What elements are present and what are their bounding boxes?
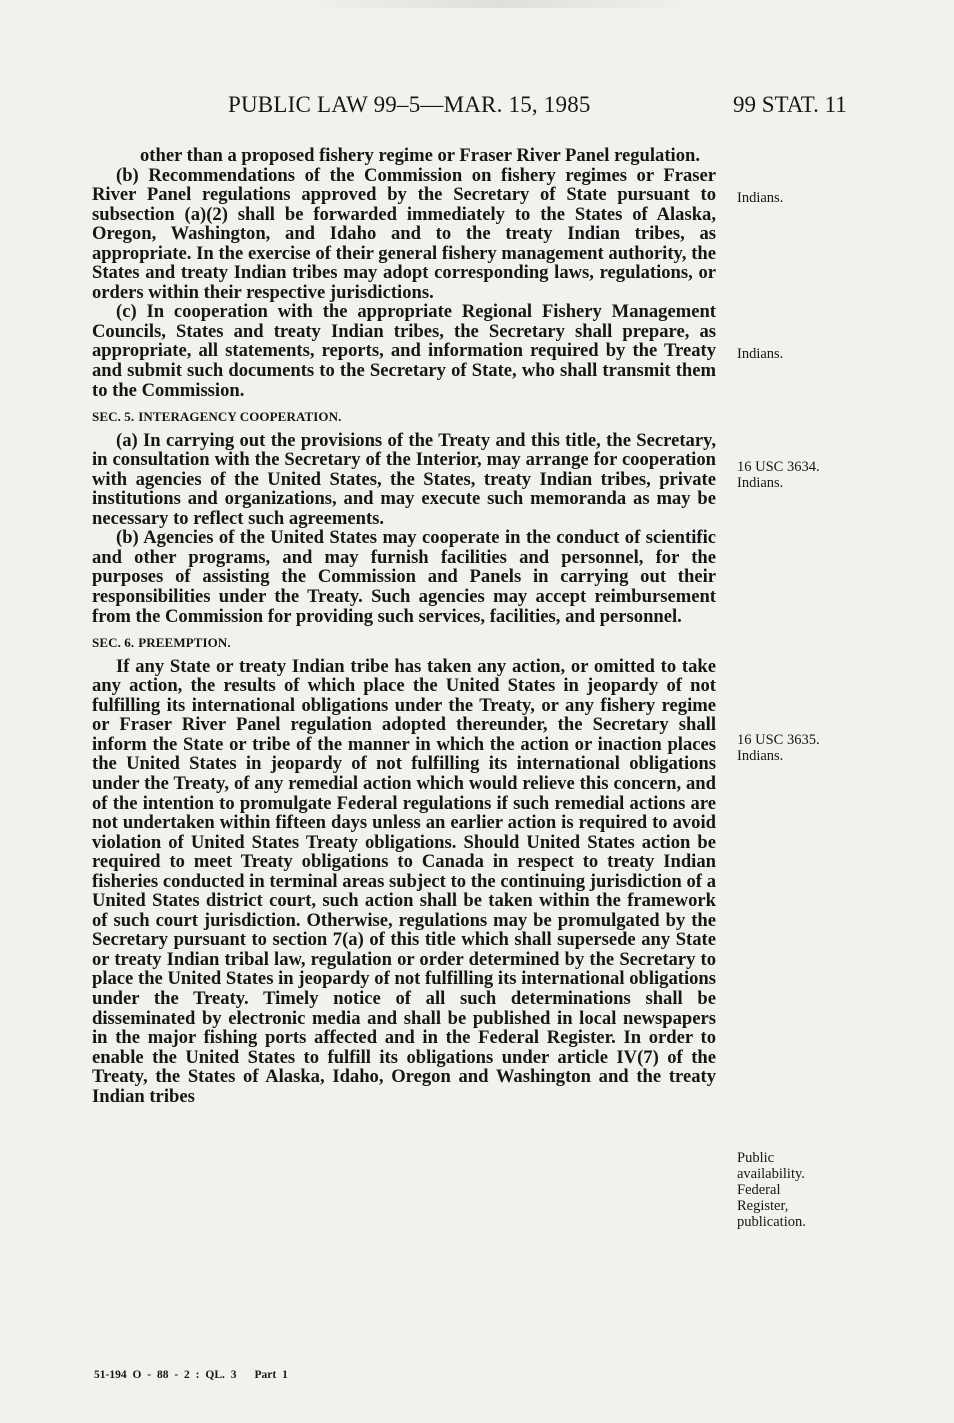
paragraph-c: (c) In cooperation with the appropriate Regional Fishery Management Councils, States and treaty Indian tribes, the Secretary shall prepare, as appropriate, all statements, reports, and information required by the Treaty and submit such documents to the Secretary of State, who shall transmit them to the Commission. [92,301,716,401]
section-6-number: SEC. 6. [92,635,135,651]
section-5-title: INTERAGENCY COOPERATION. [138,409,342,425]
section-6-title: PREEMPTION. [138,635,231,651]
margin-note-text: Indians. [737,748,784,764]
print-footer [94,1369,288,1381]
section-5-heading [92,407,716,427]
margin-note-text: Indians. [737,475,784,491]
margin-note-text: Register, [737,1198,789,1214]
footer-part: Part 1 [254,1369,288,1381]
margin-note-text: Indians. [737,346,784,362]
section-6-paragraph: If any State or treaty Indian tribe has taken any action, or omitted to take any action, the results of which place the United States in jeopardy of not fulfilling its international obligations under the Treaty, or any fishery regime or Fraser River Panel regulation adopted thereunder, the Secretary shall inform the State or tribe of the manner in which the action or inaction places the United States in jeopardy of not fulfilling its international obligations under the Treaty, of any remedial action which would relieve this concern, and of the intention to promulgate Federal regulations if such remedial actions are not undertaken within fifteen days unless an earlier action is required to avoid violation of United States Treaty obligations. Should United States action be required to meet Treaty obligations to Canada in respect to treaty Indian fisheries conducted in terminal areas subject to the continuing jurisdiction of a United States district court, such action shall be taken within the framework of such court jurisdiction. Otherwise, regulations may be promulgated by the Secretary pursuant to section 7(a) of this title which shall supersede any State or treaty Indian tribal law, regulation or order determined by the Secretary to place the United States in jeopardy of not fulfilling its international obligations under the Treaty. Timely notice of all such determinations shall be disseminated by electronic media and shall be published in local newspapers in the major fishing ports affected and in the Federal Register. In order to enable the United States to fulfill its obligations under article IV(7) of the Treaty, the States of Alaska, Idaho, Oregon and Washington and the treaty Indian tribes [92,655,716,1107]
margin-note-sec6 [737,732,847,764]
running-head: PUBLIC LAW 99–5—MAR. 15, 1985 [228,92,591,117]
margin-note-sec5 [737,459,847,491]
margin-note-text: Public [737,1150,775,1166]
footer-code: 51-194 O - 88 - 2 : QL. 3 [94,1369,237,1381]
section-5-paragraph-a: (a) In carrying out the provisions of the Treaty and this title, the Secretary, in consultation with the Secretary of the Interior, may arrange for cooperation with agencies of the United States, the States, treaty Indian tribes, private institutions and organizations, and may execute such memoranda as may be necessary to reflect such agreements. [92,429,716,529]
continuation-paragraph: other than a proposed fishery regime or Fraser River Panel regulation. [140,145,700,166]
statute-reference: 99 STAT. 11 [733,92,847,117]
margin-note-citation: 16 USC 3635. [737,732,820,748]
margin-note-indians-1 [737,190,847,206]
margin-note-text: publication. [737,1214,806,1230]
margin-note-text: Federal [737,1182,781,1198]
scan-artifact [300,0,700,8]
body-text [92,146,716,1106]
section-6-heading [92,633,716,653]
margin-note-indians-2 [737,346,847,362]
margin-note-public-availability [737,1150,847,1230]
section-5-number: SEC. 5. [92,409,135,425]
margin-note-citation: 16 USC 3634. [737,459,820,475]
paragraph-b: (b) Recommendations of the Commission on fishery regimes or Fraser River Panel regulations approved by the Secretary of State pursuant to subsection (a)(2) shall be forwarded immediately to the States of Alaska, Oregon, Washington, and Idaho and to the treaty Indian tribes, as appropriate. In the exercise of their general fishery management authority, the States and treaty Indian tribes may adopt corresponding laws, regulations, or orders within their respective jurisdictions. [92,164,716,303]
margin-note-text: Indians. [737,190,784,206]
margin-note-text: availability. [737,1166,805,1182]
section-5-paragraph-b: (b) Agencies of the United States may cooperate in the conduct of scientific and other programs, and may furnish facilities and personnel, for the purposes of assisting the Commission and Panels in carrying out their responsibilities under the Treaty. Such agencies may accept reimbursement from the Commission for providing such services, facilities, and personnel. [92,527,716,627]
